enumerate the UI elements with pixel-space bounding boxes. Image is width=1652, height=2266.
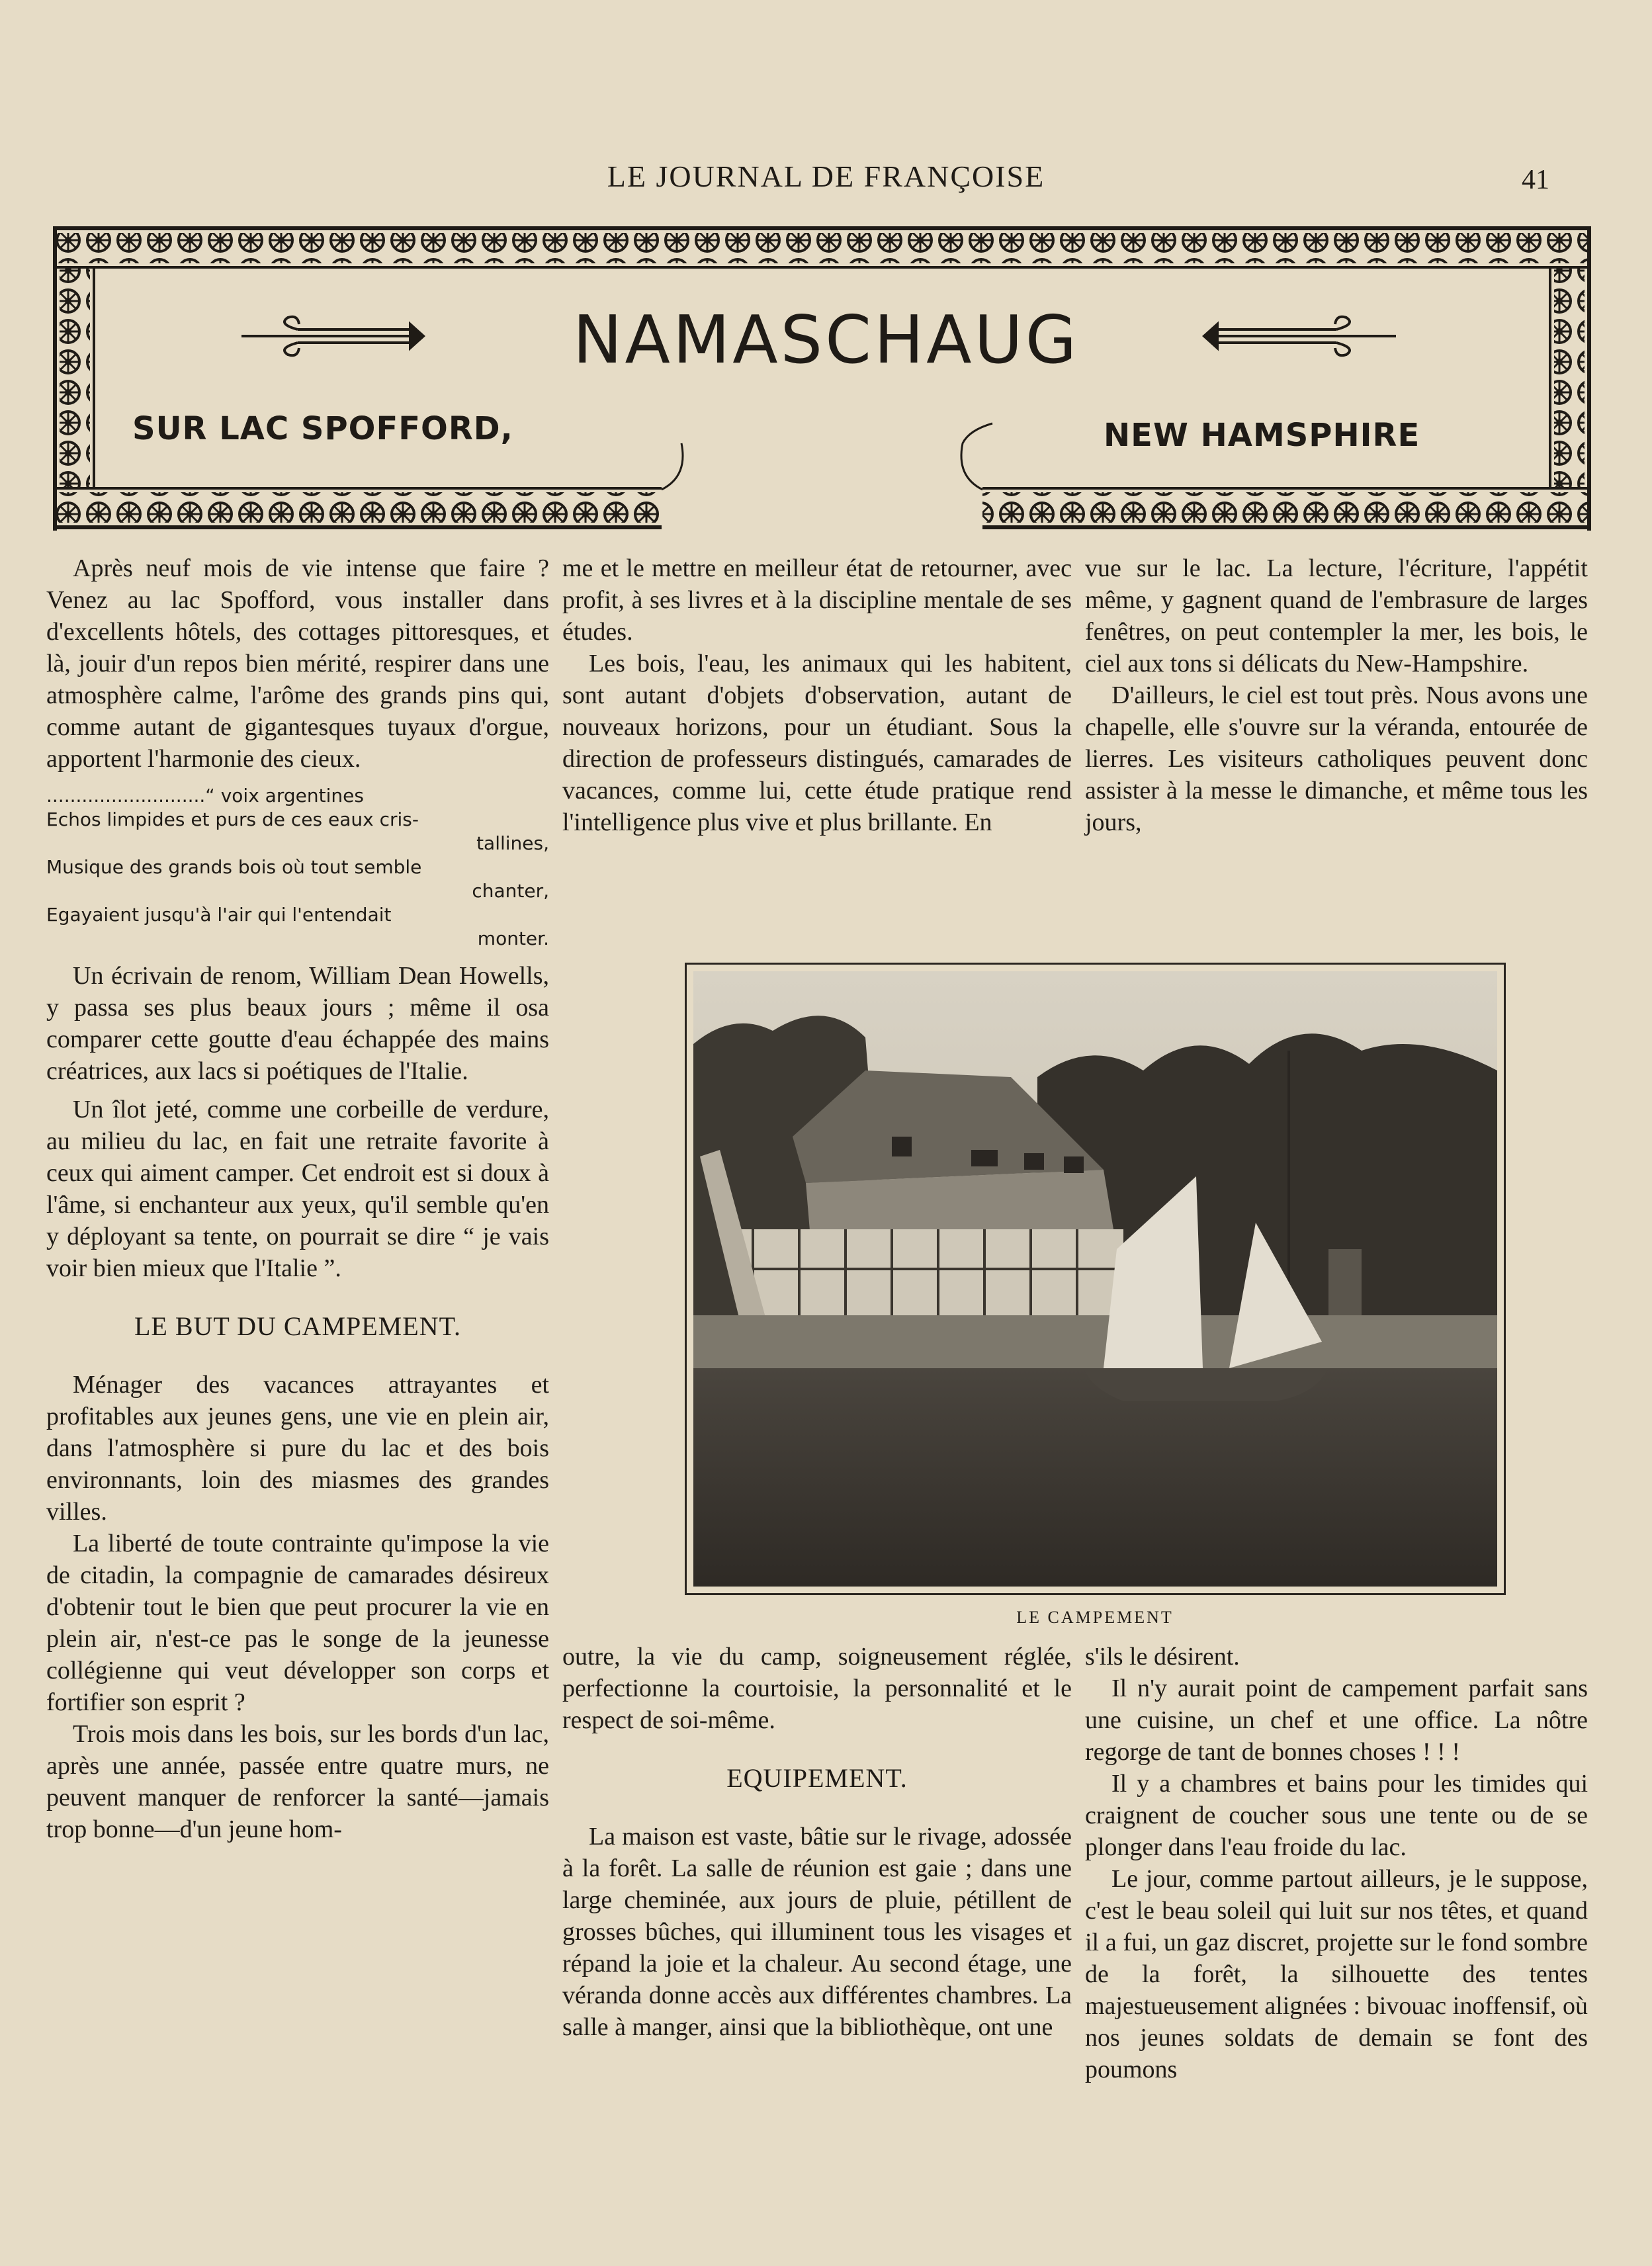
section-heading: LE BUT DU CAMPEMENT.: [134, 1311, 462, 1341]
article-title: NAMASCHAUG: [572, 301, 1080, 378]
paragraph: vue sur le lac. La lecture, l'écriture, l'appétit même, y gagnent quand de l'embrasure de larges fenêtres, on peut contempler la mer, les bois, le ciel aux tons si délicats du New-Hampshire.: [1085, 554, 1588, 677]
photo-image: [693, 971, 1497, 1587]
decorative-banner-frame: [53, 225, 1591, 533]
paragraph: Il y a chambres et bains pour les timides qui craignent de coucher sous une tente ou de se plonger dans l'eau froide du lac.: [1085, 1770, 1588, 1861]
paragraph: La liberté de toute contrainte qu'impose la vie de citadin, la compagnie de camarades désireux d'obtenir tout le bien que peut procurer la vie en plein air, n'est-ce pas le songe de la jeunesse collégienne qui veut développer son corps et fortifier son esprit ?: [46, 1530, 549, 1716]
photo-caption: LE CAMPEMENT: [1016, 1608, 1174, 1627]
section-heading: EQUIPEMENT.: [726, 1763, 908, 1793]
camp-photograph: [685, 963, 1506, 1595]
paragraph: Un écrivain de renom, William Dean Howells, y passa ses plus beaux jours ; même il osa comparer cette goutte d'eau échappée des mains créatrices, aux lacs si poétiques de l'Italie.: [46, 962, 549, 1085]
paragraph: Un îlot jeté, comme une corbeille de verdure, au milieu du lac, en fait une retraite favorite à ceux qui aiment camper. Cet endroit est si doux à l'âme, si enchanteur aux yeux, qu'il semble qu'en y déployant sa tente, on pourrait se dire “ je vais voir bien mieux que l'Italie ”.: [46, 1096, 549, 1282]
verse-line: tallines,: [476, 832, 549, 854]
subtitle-state: NEW HAMSPHIRE: [1104, 417, 1420, 454]
page-number: 41: [1522, 165, 1549, 195]
paragraph: s'ils le désirent.: [1085, 1643, 1240, 1671]
paragraph: La maison est vaste, bâtie sur le rivage, adossée à la forêt. La salle de réunion est gaie ; dans une large cheminée, aux jours de pluie, pétillent de grosses bûches, qui illuminent tous les visages et répand la joie et la chaleur. Au second étage, une véranda donne accès aux différentes chambres. La salle à manger, ainsi que la bibliothèque, ont une: [562, 1823, 1072, 2041]
paragraph: Ménager des vacances attrayantes et profitables aux jeunes gens, une vie en plein air, dans l'atmosphère si pure du lac et des bois environnants, loin des miasmes des grandes villes.: [46, 1371, 549, 1526]
paragraph: outre, la vie du camp, soigneusement réglée, perfectionne la courtoisie, la personnalité et le respect de soi-même.: [562, 1643, 1072, 1734]
verse-line: chanter,: [472, 880, 549, 902]
column-2-top: [562, 552, 1072, 838]
paragraph: me et le mettre en meilleur état de retourner, avec profit, à ses livres et à la discipline mentale de ses études.: [562, 554, 1072, 646]
verse-line: monter.: [477, 928, 549, 949]
column-3-top: [1085, 552, 1588, 838]
paragraph: Le jour, comme partout ailleurs, je le suppose, c'est le beau soleil qui luit sur nos têtes, et quand il a fui, un gaz discret, projette sur le fond sombre de la forêt, la silhouette des tentes majestueusement alignées : bivouac inoffensif, où nos jeunes soldats de demain se font des poumons: [1085, 1865, 1588, 2083]
column-3-bottom: [1085, 1641, 1588, 2085]
column-2-bottom: [562, 1641, 1072, 2043]
verse-line: ...........................“ voix argentines: [46, 785, 364, 806]
verse-line: Musique des grands bois où tout semble: [46, 856, 422, 878]
paragraph: Trois mois dans les bois, sur les bords d'un lac, après une année, passée entre quatre murs, ne peuvent manquer de renforcer la santé—jamais trop bonne—d'un jeune hom-: [46, 1720, 549, 1843]
paragraph: Les bois, l'eau, les animaux qui les habitent, sont autant d'objets d'observation, autant de nouveaux horizons, pour un étudiant. Sous la direction de professeurs distingués, camarades de vacances, comme lui, cette étude pratique rend l'intelligence plus vive et plus brillante. En: [562, 650, 1072, 836]
subtitle-location: SUR LAC SPOFFORD,: [132, 410, 513, 447]
verse-line: Egayaient jusqu'à l'air qui l'entendait: [46, 904, 392, 926]
verse-quote: [46, 784, 549, 951]
paragraph: D'ailleurs, le ciel est tout près. Nous avons une chapelle, elle s'ouvre sur la véranda, entourée de lierres. Les visiteurs catholiques peuvent donc assister à la messe le dimanche, et même tous les jours,: [1085, 681, 1588, 836]
running-head: LE JOURNAL DE FRANÇOISE: [607, 159, 1045, 193]
column-1: [46, 552, 549, 1845]
paragraph: Après neuf mois de vie intense que faire ? Venez au lac Spofford, vous installer dans d'excellents hôtels, des cottages pittoresques, et là, jouir d'un repos bien mérité, respirer dans une atmosphère calme, l'arôme des grands pins qui, comme autant de gigantesques tuyaux d'orgue, apportent l'harmonie des cieux.: [46, 554, 549, 773]
paragraph: Il n'y aurait point de campement parfait sans une cuisine, un chef et une office. La nôtre regorge de tant de bonnes choses ! ! !: [1085, 1675, 1588, 1766]
ornamental-border: [53, 225, 1591, 533]
verse-line: Echos limpides et purs de ces eaux cris-: [46, 808, 419, 830]
